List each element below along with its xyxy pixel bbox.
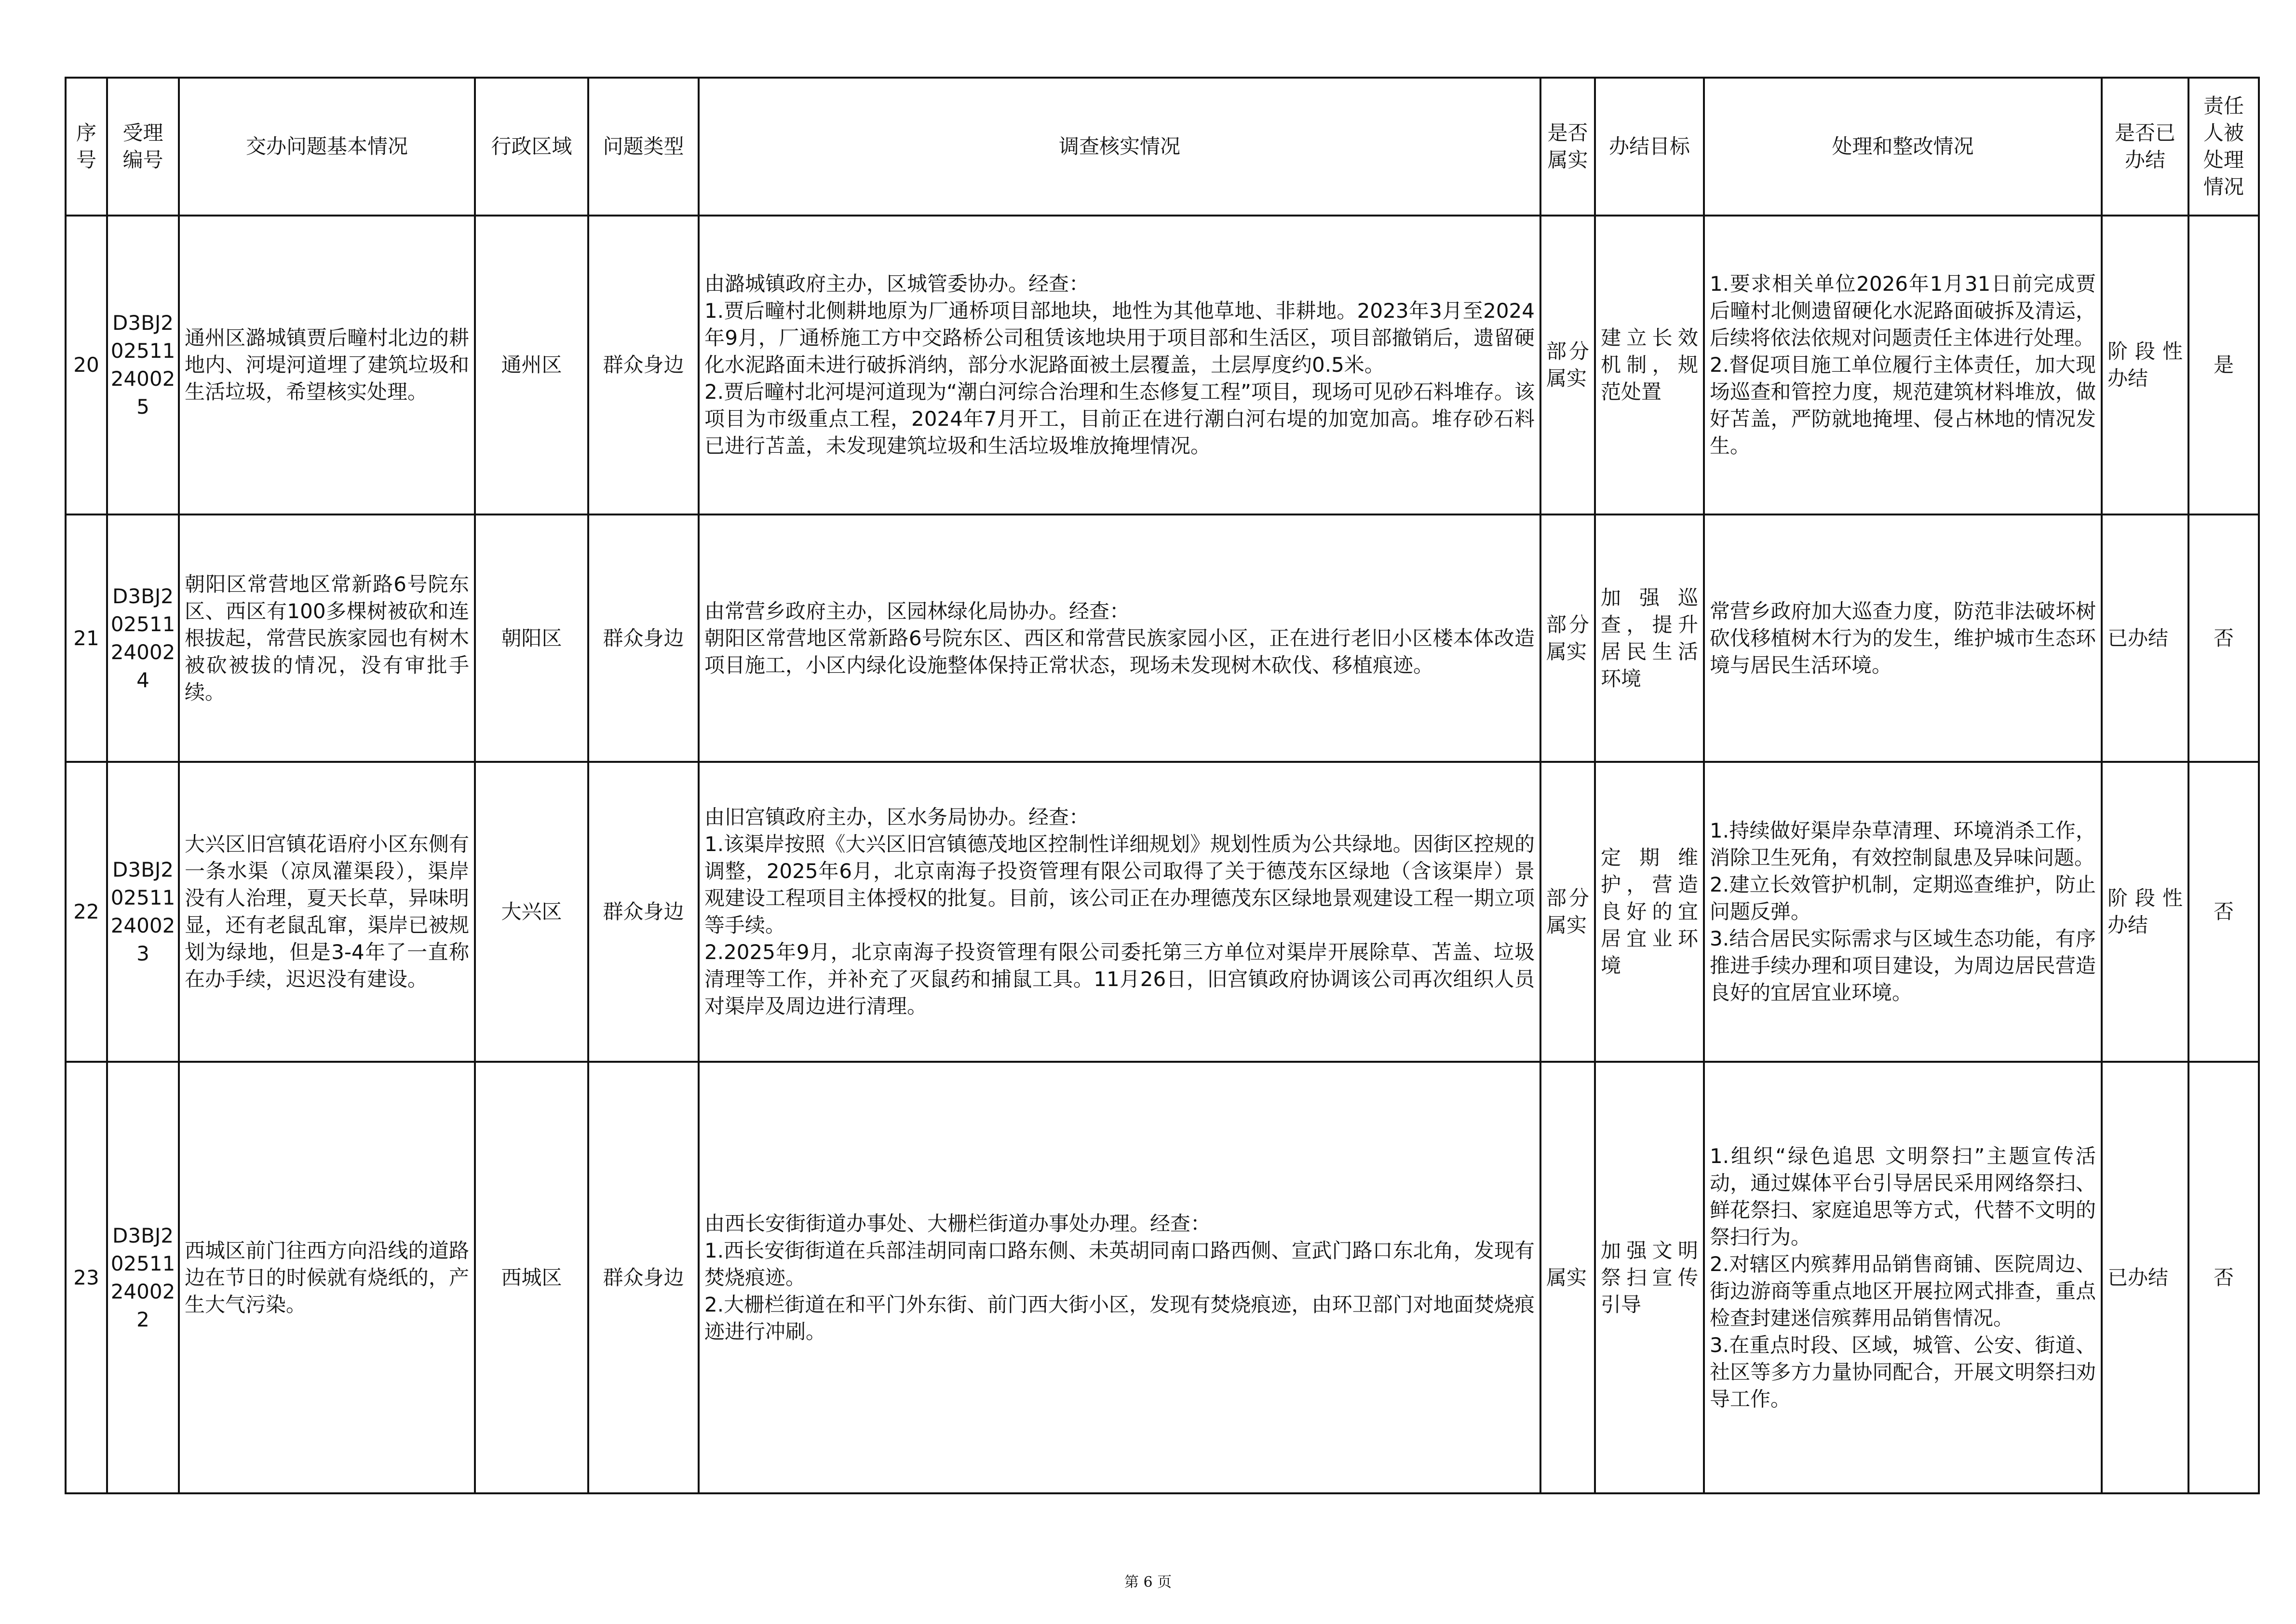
case-code: D3BJ202511240022 (107, 1062, 179, 1493)
header-punished: 责任人被处理情况 (2188, 78, 2259, 216)
table-row (66, 216, 2259, 514)
investigation-details-paragraph: 1.该渠岸按照《大兴区旧宫镇德茂地区控制性详细规划》规划性质为公共绿地。因街区控规的调整，2025年6月，北京南海子投资管理有限公司取得了关于德茂东区绿地（含该渠岸）景观建设工程项目主体授权的批复。目前，该公司正在办理德茂东区绿地景观建设工程一期立项等手续。 (704, 832, 1535, 937)
complaint-table (65, 77, 2260, 1494)
header-type: 问题类型 (588, 78, 699, 216)
district: 西城区 (475, 1062, 588, 1493)
header-handling: 处理和整改情况 (1704, 78, 2102, 216)
row-number: 23 (66, 1062, 107, 1493)
handling-details-paragraph: 3.结合居民实际需求与区域生态功能，有序推进手续办理和项目建设，为周边居民营造良好的宜居宜业环境。 (1710, 927, 2096, 1004)
header-code: 受理编号 (107, 78, 179, 216)
case-code: D3BJ202511240025 (107, 216, 179, 514)
header-no: 序号 (66, 78, 107, 216)
issue-type: 群众身边 (588, 514, 699, 762)
row-number: 22 (66, 762, 107, 1062)
true-status: 部分属实 (1540, 514, 1595, 762)
investigation-details (699, 216, 1540, 514)
handling-details-paragraph: 1.持续做好渠岸杂草清理、环境消杀工作，消除卫生死角，有效控制鼠患及异味问题。 (1710, 819, 2096, 869)
table-row (66, 762, 2259, 1062)
investigation-details (699, 1062, 1540, 1493)
closed-status: 已办结 (2102, 514, 2188, 762)
investigation-details (699, 762, 1540, 1062)
handling-details-paragraph: 2.对辖区内殡葬用品销售商铺、医院周边、街边游商等重点地区开展拉网式排查，重点检查封建迷信殡葬用品销售情况。 (1710, 1252, 2096, 1330)
investigation-details-paragraph: 2.2025年9月，北京南海子投资管理有限公司委托第三方单位对渠岸开展除草、苫盖、垃圾清理等工作，并补充了灭鼠药和捕鼠工具。11月26日，旧宫镇政府协调该公司再次组织人员对渠岸及周边进行清理。 (704, 940, 1535, 1018)
investigation-details (699, 514, 1540, 762)
investigation-details-paragraph: 由西长安街街道办事处、大栅栏街道办事处办理。经查： (704, 1211, 1211, 1235)
header-closed: 是否已办结 (2102, 78, 2188, 216)
header-district: 行政区域 (475, 78, 588, 216)
handling-details (1704, 216, 2102, 514)
punished-status: 否 (2188, 762, 2259, 1062)
punished-status: 否 (2188, 514, 2259, 762)
district: 通州区 (475, 216, 588, 514)
closure-goal: 定期维护，营造良好的宜居宜业环境 (1595, 762, 1704, 1062)
issue-type: 群众身边 (588, 1062, 699, 1493)
investigation-details-paragraph: 2.贾后疃村北河堤河道现为“潮白河综合治理和生态修复工程”项目，现场可见砂石料堆存。该项目为市级重点工程，2024年7月开工，目前正在进行潮白河右堤的加宽加高。堆存砂石料已进行苫盖，未发现建筑垃圾和生活垃圾堆放掩埋情况。 (704, 380, 1535, 458)
true-status: 部分属实 (1540, 762, 1595, 1062)
investigation-details-paragraph: 1.贾后疃村北侧耕地原为厂通桥项目部地块，地性为其他草地、非耕地。2023年3月至2024年9月，厂通桥施工方中交路桥公司租赁该地块用于项目部和生活区，项目部撤销后，遗留硬化水泥路面未进行破拆消纳，部分水泥路面被土层覆盖，土层厚度约0.5米。 (704, 299, 1535, 377)
closure-goal: 加强文明祭扫宣传引导 (1595, 1062, 1704, 1493)
handling-details (1704, 762, 2102, 1062)
closure-goal: 加强巡查，提升居民生活环境 (1595, 514, 1704, 762)
table-row (66, 1062, 2259, 1493)
closed-status: 阶段性办结 (2102, 216, 2188, 514)
handling-details-paragraph: 1.要求相关单位2026年1月31日前完成贾后疃村北侧遗留硬化水泥路面破拆及清运，后续将依法依规对问题责任主体进行处理。 (1710, 272, 2096, 350)
closed-status: 阶段性办结 (2102, 762, 2188, 1062)
table-row (66, 514, 2259, 762)
true-status: 属实 (1540, 1062, 1595, 1493)
handling-details-paragraph: 常营乡政府加大巡查力度，防范非法破坏树砍伐移植树木行为的发生，维护城市生态环境与居民生活环境。 (1710, 599, 2096, 677)
investigation-details-paragraph: 朝阳区常营地区常新路6号院东区、西区和常营民族家园小区，正在进行老旧小区楼本体改造项目施工，小区内绿化设施整体保持正常状态，现场未发现树木砍伐、移植痕迹。 (704, 626, 1535, 677)
investigation-details-paragraph: 2.大栅栏街道在和平门外东街、前门西大街小区，发现有焚烧痕迹，由环卫部门对地面焚烧痕迹进行冲刷。 (704, 1292, 1535, 1343)
issue-description: 朝阳区常营地区常新路6号院东区、西区有100多棵树被砍和连根拔起，常营民族家园也有树木被砍被拔的情况，没有审批手续。 (179, 514, 475, 762)
handling-details (1704, 1062, 2102, 1493)
investigation-details-paragraph: 由常营乡政府主办，区园林绿化局协办。经查： (704, 599, 1130, 623)
row-number: 21 (66, 514, 107, 762)
row-number: 20 (66, 216, 107, 514)
header-goal: 办结目标 (1595, 78, 1704, 216)
header-investigation: 调查核实情况 (699, 78, 1540, 216)
investigation-details-paragraph: 由旧宫镇政府主办，区水务局协办。经查： (704, 805, 1090, 829)
true-status: 部分属实 (1540, 216, 1595, 514)
district: 朝阳区 (475, 514, 588, 762)
issue-description: 西城区前门往西方向沿线的道路边在节日的时候就有烧纸的，产生大气污染。 (179, 1062, 475, 1493)
investigation-details-paragraph: 由潞城镇政府主办，区城管委协办。经查： (704, 272, 1090, 296)
closure-goal: 建立长效机制，规范处置 (1595, 216, 1704, 514)
issue-type: 群众身边 (588, 216, 699, 514)
header-row (66, 78, 2259, 216)
handling-details-paragraph: 2.建立长效管护机制，定期巡查维护，防止问题反弹。 (1710, 873, 2096, 923)
punished-status: 否 (2188, 1062, 2259, 1493)
issue-description: 大兴区旧宫镇花语府小区东侧有一条水渠（凉凤灌渠段），渠岸没有人治理，夏天长草，异味明显，还有老鼠乱窜，渠岸已被规划为绿地，但是3-4年了一直称在办手续，迟迟没有建设。 (179, 762, 475, 1062)
issue-type: 群众身边 (588, 762, 699, 1062)
header-issue: 交办问题基本情况 (179, 78, 475, 216)
punished-status: 是 (2188, 216, 2259, 514)
district: 大兴区 (475, 762, 588, 1062)
header-true-status: 是否属实 (1540, 78, 1595, 216)
handling-details-paragraph: 1.组织“绿色追思 文明祭扫”主题宣传活动，通过媒体平台引导居民采用网络祭扫、鲜花祭扫、家庭追思等方式，代替不文明的祭扫行为。 (1710, 1144, 2096, 1249)
handling-details-paragraph: 2.督促项目施工单位履行主体责任，加大现场巡查和管控力度，规范建筑材料堆放，做好苫盖，严防就地掩埋、侵占林地的情况发生。 (1710, 353, 2096, 458)
case-code: D3BJ202511240024 (107, 514, 179, 762)
issue-description: 通州区潞城镇贾后疃村北边的耕地内、河堤河道埋了建筑垃圾和生活垃圾，希望核实处理。 (179, 216, 475, 514)
page-number: 第 6 页 (1124, 1574, 1172, 1591)
closed-status: 已办结 (2102, 1062, 2188, 1493)
investigation-details-paragraph: 1.西长安街街道在兵部洼胡同南口路东侧、未英胡同南口路西侧、宣武门路口东北角，发现有焚烧痕迹。 (704, 1238, 1535, 1289)
handling-details (1704, 514, 2102, 762)
handling-details-paragraph: 3.在重点时段、区域，城管、公安、街道、社区等多方力量协同配合，开展文明祭扫劝导工作。 (1710, 1333, 2096, 1411)
case-code: D3BJ202511240023 (107, 762, 179, 1062)
